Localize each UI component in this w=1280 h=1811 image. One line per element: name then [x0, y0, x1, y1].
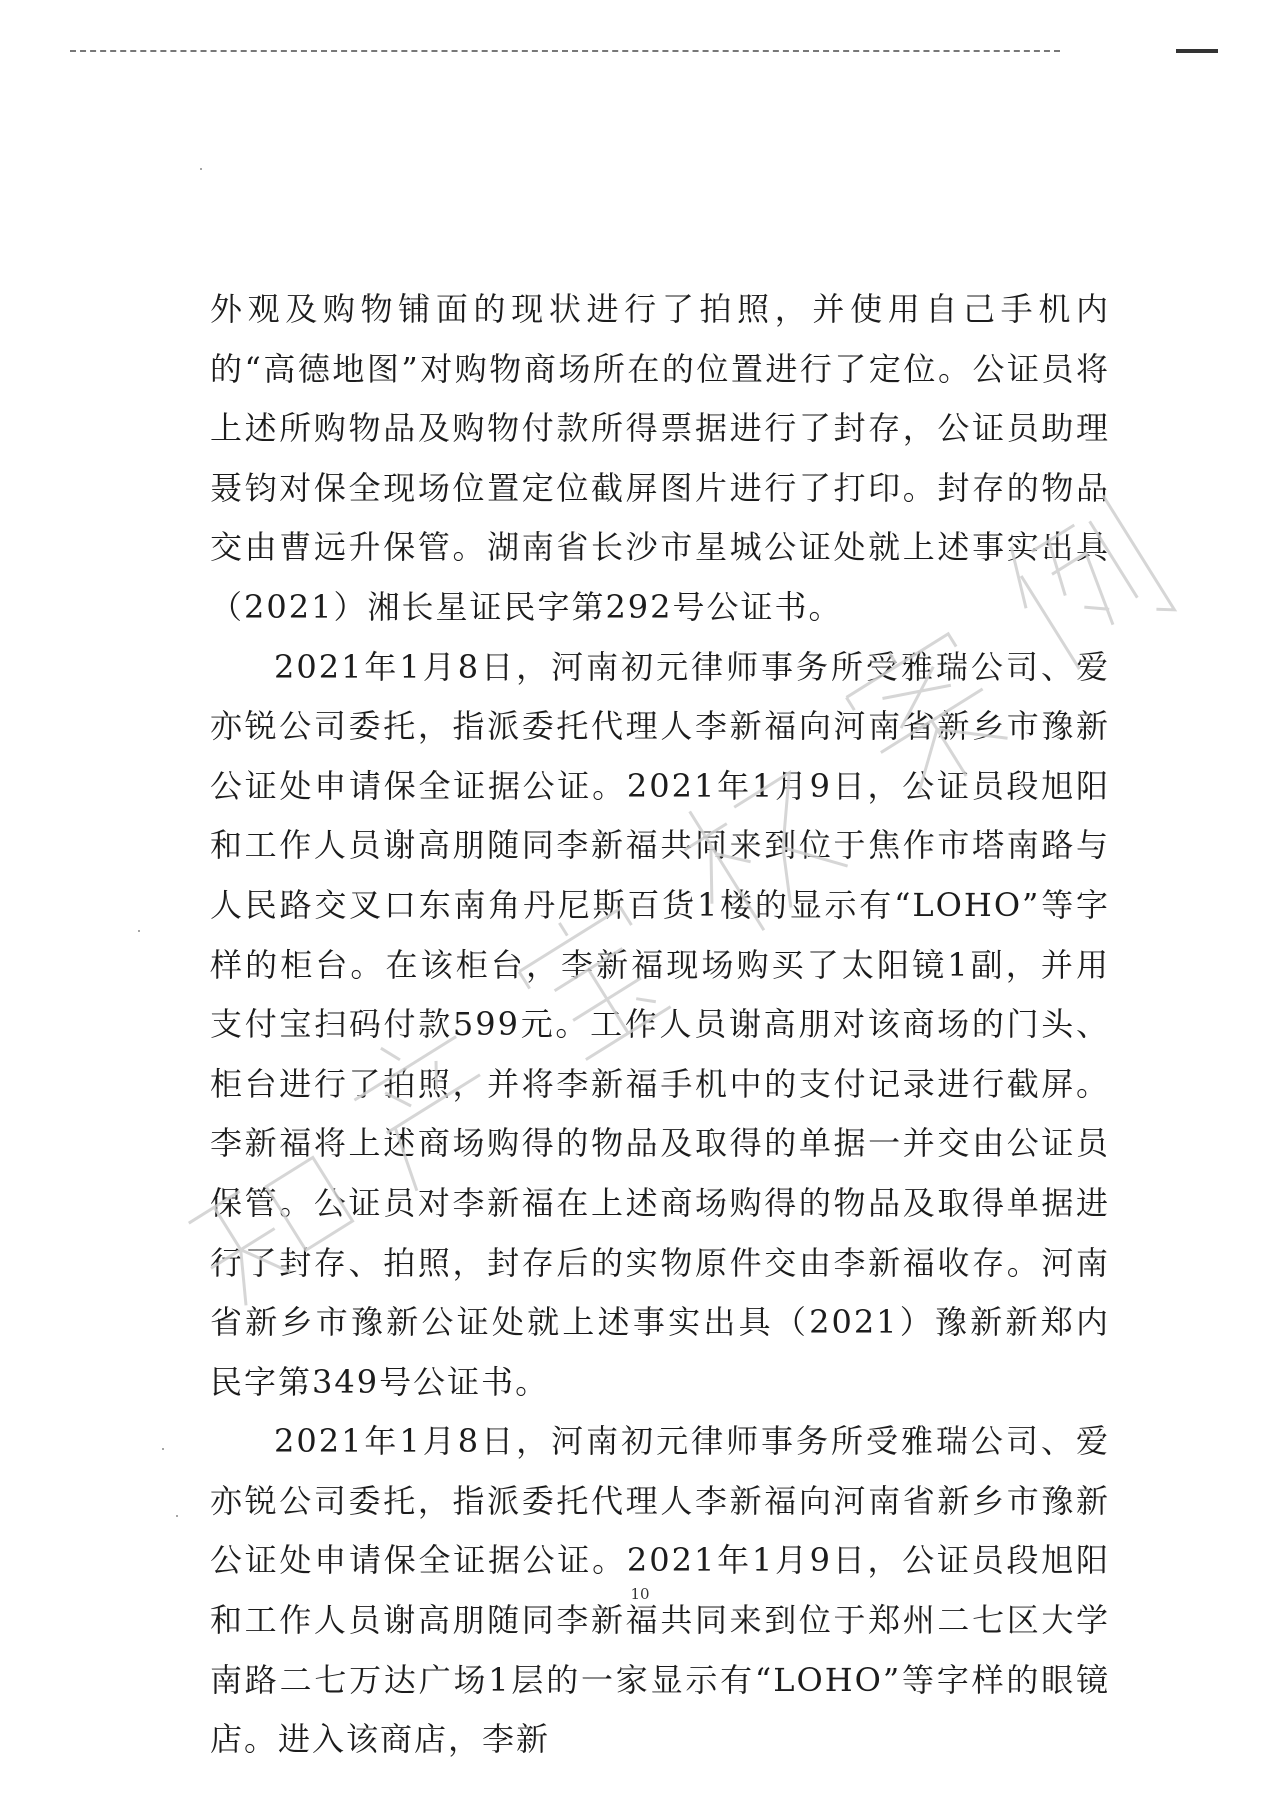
scan-speck	[138, 930, 140, 932]
document-body	[210, 280, 1110, 1770]
scan-edge-mark	[1176, 49, 1218, 53]
paragraph: 外观及购物铺面的现状进行了拍照，并使用自己手机内的“高德地图”对购物商场所在的位置进行了定位。公证员将上述所购物品及购物付款所得票据进行了封存，公证员助理聂钧对保全现场位置定位截屏图片进行了打印。封存的物品交由曹远升保管。湖南省长沙市星城公证处就上述事实出具（2021）湘长星证民字第292号公证书。	[210, 290, 1110, 626]
paragraph: 2021年1月8日，河南初元律师事务所受雅瑞公司、爱亦锐公司委托，指派委托代理人李新福向河南省新乡市豫新公证处申请保全证据公证。2021年1月9日，公证员段旭阳和工作人员谢高朋随同李新福共同来到位于焦作市塔南路与人民路交叉口东南角丹尼斯百货1楼的显示有“LOHO”等字样的柜台。在该柜台，李新福现场购买了太阳镜1副，并用支付宝扫码付款599元。工作人员谢高朋对该商场的门头、柜台进行了拍照，并将李新福手机中的支付记录进行截屏。李新福将上述商场购得的物品及取得的单据一并交由公证员保管。公证员对李新福在上述商场购得的物品及取得单据进行了封存、拍照，封存后的实物原件交由李新福收存。河南省新乡市豫新公证处就上述事实出具（2021）豫新新郑内民字第349号公证书。	[210, 647, 1110, 1401]
scan-speck	[176, 1515, 178, 1517]
scan-speck	[200, 168, 202, 170]
scan-speck	[162, 1448, 164, 1450]
paragraph: 2021年1月8日，河南初元律师事务所受雅瑞公司、爱亦锐公司委托，指派委托代理人李新福向河南省新乡市豫新公证处申请保全证据公证。2021年1月9日，公证员段旭阳和工作人员谢高朋随同李新福共同来到位于郑州二七区大学南路二七万达广场1层的一家显示有“LOHO”等字样的眼镜店。进入该商店，李新	[210, 1422, 1110, 1759]
scan-edge-line	[70, 50, 1060, 52]
page-number: 10	[630, 1585, 650, 1603]
